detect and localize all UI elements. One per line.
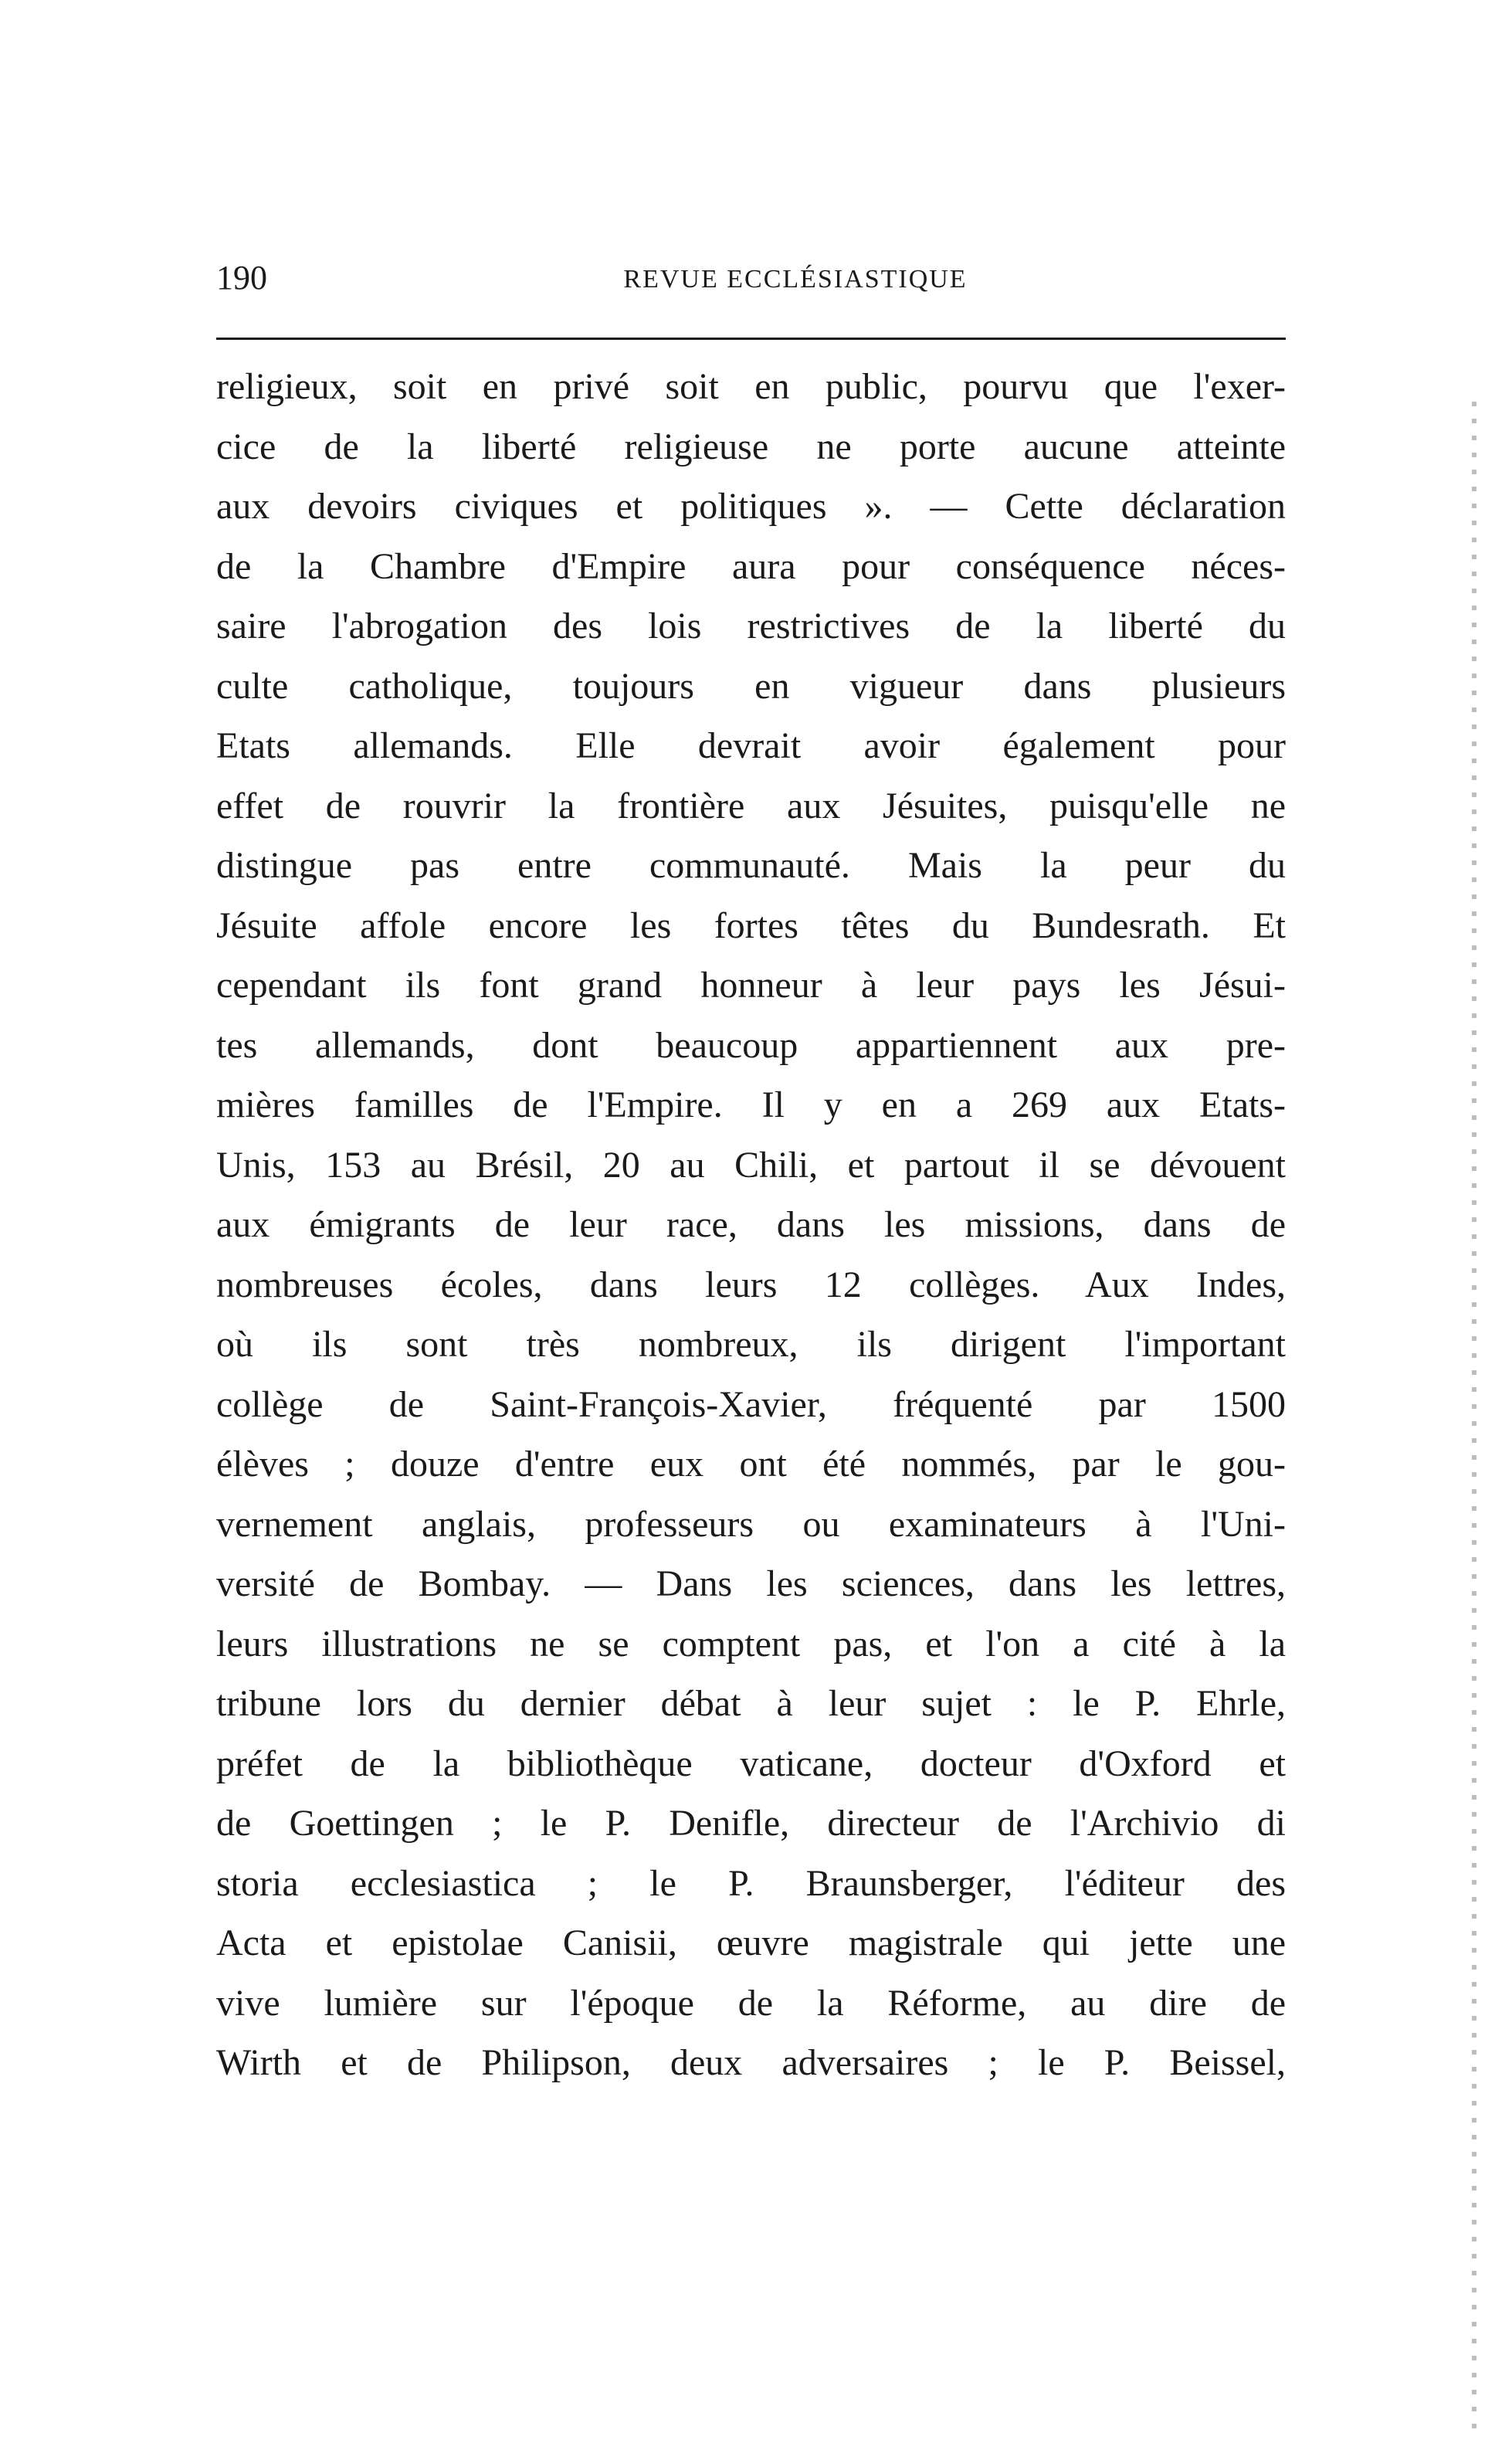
text-line: religieux, soit en privé soit en public, pourvu que l'exer-: [216, 366, 1286, 407]
text-line: Acta et epistolae Canisii, œuvre magistrale qui jette une: [216, 1922, 1286, 1963]
text-line: versité de Bombay. — Dans les sciences, dans les lettres,: [216, 1563, 1286, 1604]
text-line: aux devoirs civiques et politiques ». — Cette déclaration: [216, 486, 1286, 527]
text-line: cependant ils font grand honneur à leur pays les Jésui-: [216, 965, 1286, 1006]
text-line: collège de Saint-François-Xavier, fréquenté par 1500: [216, 1383, 1286, 1425]
text-line: effet de rouvrir la frontière aux Jésuites, puisqu'elle ne: [216, 785, 1286, 826]
text-line: saire l'abrogation des lois restrictives de la liberté du: [216, 606, 1286, 646]
text-line: tribune lors du dernier débat à leur sujet : le P. Ehrle,: [216, 1683, 1286, 1724]
text-line: Unis, 153 au Brésil, 20 au Chili, et partout il se dévouent: [216, 1144, 1286, 1186]
text-line: mières familles de l'Empire. Il y en a 269 aux Etats-: [216, 1084, 1286, 1125]
text-line: Wirth et de Philipson, deux adversaires ; le P. Beissel,: [216, 2042, 1286, 2083]
journal-title: REVUE ECCLÉSIASTIQUE: [623, 265, 968, 294]
text-line: de Goettingen ; le P. Denifle, directeur de l'Archivio di: [216, 1803, 1286, 1844]
body-text: [216, 357, 1286, 2093]
text-line: cice de la liberté religieuse ne porte aucune atteinte: [216, 426, 1286, 467]
text-line: Jésuite affole encore les fortes têtes du Bundesrath. Et: [216, 904, 1286, 946]
text-line: nombreuses écoles, dans leurs 12 collèges. Aux Indes,: [216, 1264, 1286, 1305]
text-line: vive lumière sur l'époque de la Réforme, au dire de: [216, 1982, 1286, 2024]
text-line: élèves ; douze d'entre eux ont été nommés, par le gou-: [216, 1444, 1286, 1485]
text-line: où ils sont très nombreux, ils dirigent l'important: [216, 1324, 1286, 1365]
page-number: 190: [216, 259, 267, 297]
text-line: préfet de la bibliothèque vaticane, docteur d'Oxford et: [216, 1742, 1286, 1784]
text-line: de la Chambre d'Empire aura pour conséquence néces-: [216, 545, 1286, 587]
text-line: aux émigrants de leur race, dans les missions, dans de: [216, 1204, 1286, 1245]
text-line: distingue pas entre communauté. Mais la peur du: [216, 845, 1286, 886]
text-line: vernement anglais, professeurs ou examinateurs à l'Uni-: [216, 1503, 1286, 1545]
text-line: leurs illustrations ne se comptent pas, et l'on a cité à la: [216, 1623, 1286, 1664]
text-line: Etats allemands. Elle devrait avoir également pour: [216, 725, 1286, 766]
scan-edge-marks: [1472, 402, 1476, 2441]
text-line: storia ecclesiastica ; le P. Braunsberger, l'éditeur des: [216, 1862, 1286, 1904]
text-line: tes allemands, dont beaucoup appartiennent aux pre-: [216, 1024, 1286, 1066]
text-line: culte catholique, toujours en vigueur dans plusieurs: [216, 665, 1286, 707]
running-head: [216, 255, 1286, 301]
header-rule: [216, 338, 1286, 340]
